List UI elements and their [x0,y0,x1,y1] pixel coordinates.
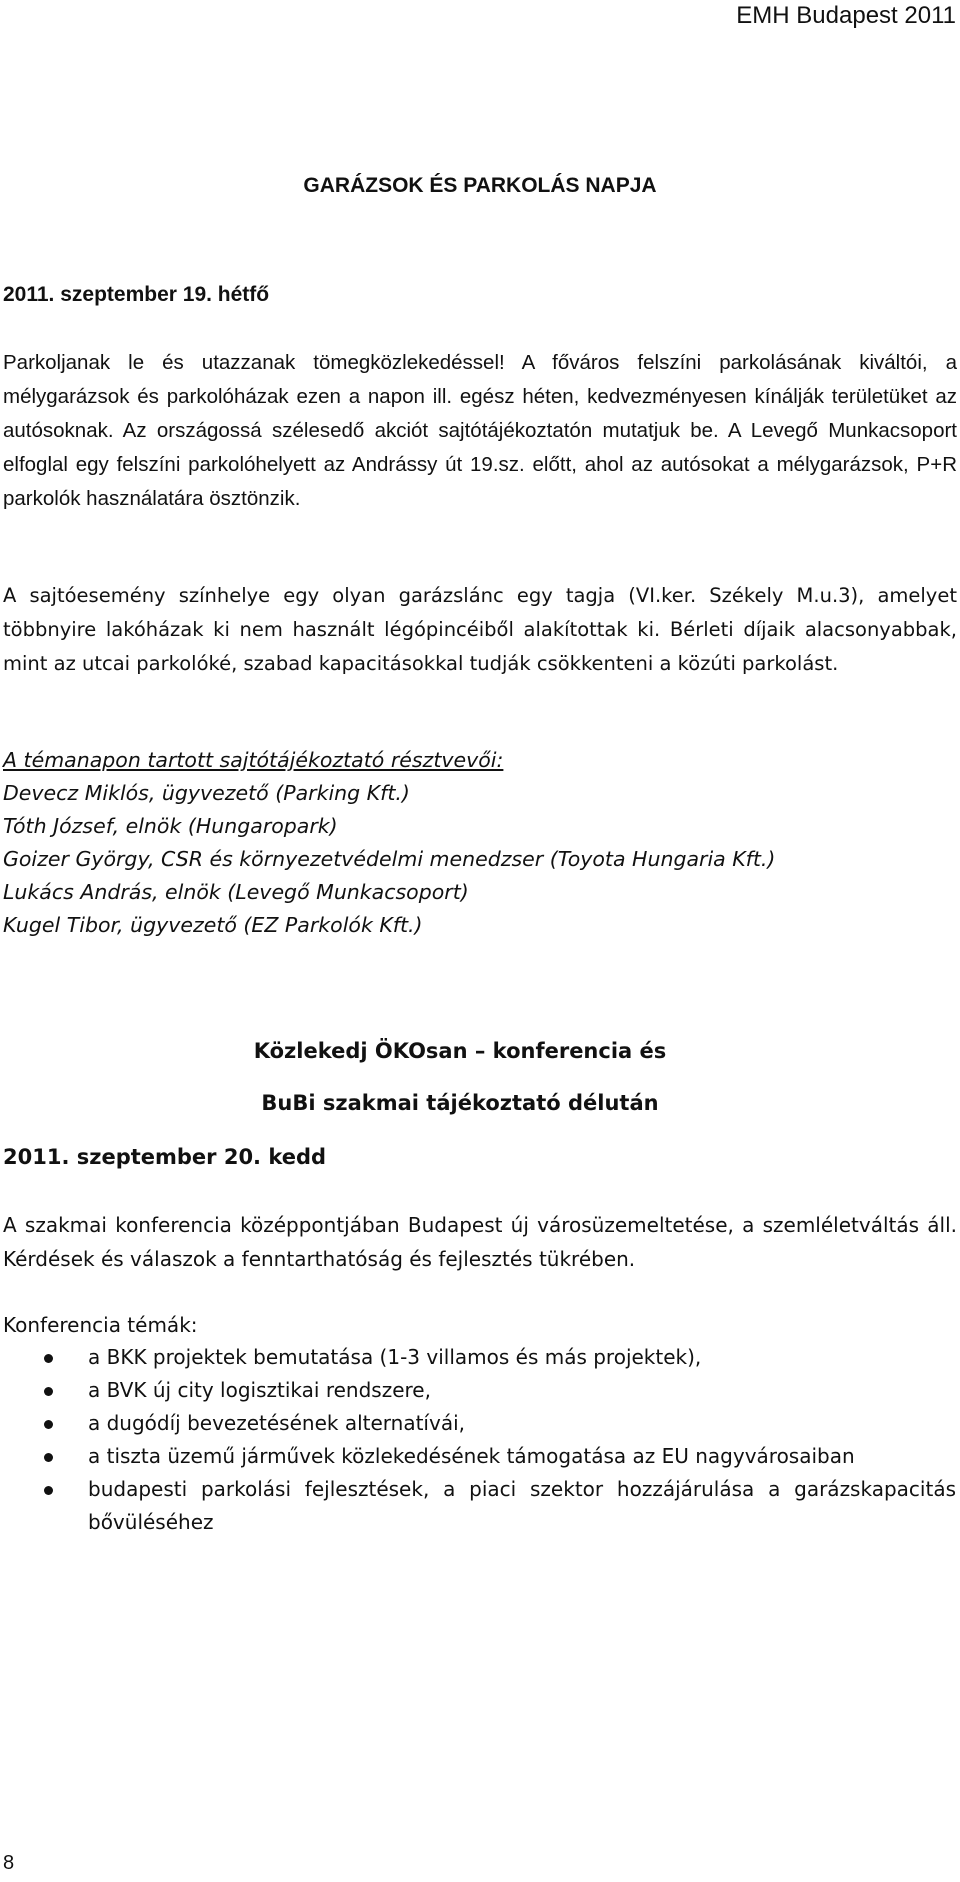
participants-block [3,744,957,942]
bullet-icon [44,1453,53,1462]
event-date: 2011. szeptember 19. hétfő [3,283,270,306]
paragraph: A szakmai konferencia középpontjában Budapest új városüzemeltetése, a szemléletváltás áll. Kérdések és válaszok a fenntarthatóság és fejlesztés tükrében. [3,1213,957,1271]
bullet-icon [44,1387,53,1396]
participant-item: Kugel Tibor, ügyvezető (EZ Parkolók Kft.) [3,913,423,937]
running-header: EMH Budapest 2011 [736,2,956,29]
participant-item: Tóth József, elnök (Hungaropark) [3,814,338,838]
bullet-icon [44,1486,53,1495]
list-item [0,1407,960,1440]
topics-label: Konferencia témák: [3,1313,198,1337]
list-item-text: a BKK projektek bemutatása (1-3 villamos és más projektek), [88,1345,702,1369]
paragraph: A sajtóesemény színhelye egy olyan garázslánc egy tagja (VI.ker. Székely M.u.3), amelyet többnyire lakóházak ki nem használt légópincéiből alakítottak ki. Bérleti díjaik alacsonyabbak, mint az utcai parkolóké, szabad kapacitásokkal tudják csökkenteni a közúti parkolást. [3,584,957,675]
list-item-text: a dugódíj bevezetésének alternatívái, [88,1411,465,1435]
bullet-icon [44,1354,53,1363]
page-number: 8 [3,1852,15,1874]
conference-title [230,1025,690,1129]
participant-item: Goizer György, CSR és környezetvédelmi menedzser (Toyota Hungaria Kft.) [3,847,776,871]
event-date: 2011. szeptember 20. kedd [3,1145,327,1169]
list-item [0,1341,960,1374]
list-item [0,1374,960,1407]
participant-item: Lukács András, elnök (Levegő Munkacsoport) [3,880,469,904]
paragraph: Parkoljanak le és utazzanak tömegközlekedéssel! A főváros felszíni parkolásának kiváltói, a mélygarázsok és parkolóházak ezen a napon ill. egész héten, kedvezményesen kínálják területüket az autósoknak. Az országossá szélesedő akciót sajtótájékoztatón mutatjuk be. A Levegő Munkacsoport elfoglal egy felszíni parkolóhelyett az Andrássy út 19.sz. előtt, ahol az autósokat a mélygarázsok, P+R parkolók használatára ösztönzik. [3,351,957,510]
list-item-text: budapesti parkolási fejlesztések, a piaci szektor hozzájárulása a garázskapacitás bővüléséhez [88,1477,956,1534]
list-item [0,1440,960,1473]
participants-heading: A témanapon tartott sajtótájékoztató résztvevői: [3,748,504,772]
list-item-text: a BVK új city logisztikai rendszere, [88,1378,431,1402]
participant-item: Devecz Miklós, ügyvezető (Parking Kft.) [3,781,410,805]
bullet-icon [44,1420,53,1429]
list-item [0,1473,960,1539]
list-item-text: a tiszta üzemű járművek közlekedésének támogatása az EU nagyvárosaiban [88,1444,855,1468]
topics-list [0,1341,960,1539]
section-title: GARÁZSOK ÉS PARKOLÁS NAPJA [303,174,657,197]
conference-title-line: BuBi szakmai tájékoztató délután [261,1091,659,1115]
conference-title-line: Közlekedj ÖKOsan – konferencia és [253,1039,667,1063]
